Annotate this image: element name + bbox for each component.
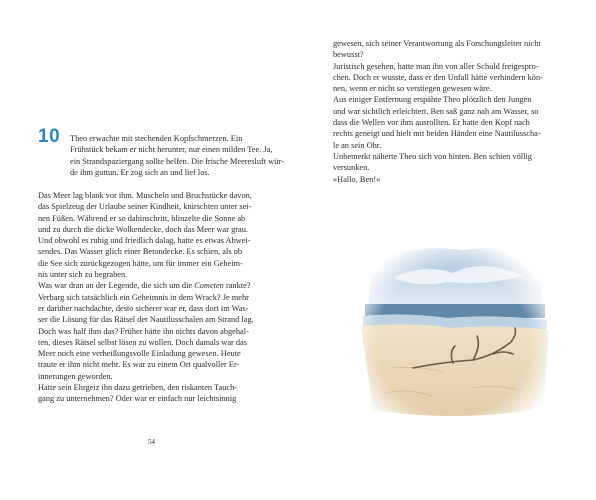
text-line: Hatte sein Ehrgeiz ihn dazu getrieben, den riskanten Tauch- xyxy=(38,383,238,393)
text-line: und war sichtlich erleichtert. Ben saß ganz nah am Wasser, so xyxy=(333,106,539,116)
text-line: Frühstück bekam er nicht herunter, nur einen milden Tee. Ja, xyxy=(70,145,273,155)
text-line: Was war dran an der Legende, die sich um die Cometen rankte? xyxy=(38,281,251,291)
text-line: Verbarg sich tatsächlich ein Geheimnis in dem Wrack? Je mehr xyxy=(38,292,249,302)
text-line: ten, dieses Rätsel selbst lösen zu wollen. Doch damals war das xyxy=(38,337,248,347)
text-line: Aus einiger Entfernung erspähte Theo plötzlich den Jungen xyxy=(333,95,532,105)
text-line: das Spielzeug der Urlaube seiner Kindheit, knirschten unter sei- xyxy=(38,202,252,212)
text-line: versunken. xyxy=(333,163,370,173)
beach-driftwood-illustration xyxy=(353,238,553,428)
text-line: »Hallo, Ben!« xyxy=(333,174,381,184)
text-line: die See sich zurückgezogen hätte, um für immer ein Geheim- xyxy=(38,258,243,268)
text-line: traute er ihm nicht mehr. Es war zu einem Ort qualvoller Er- xyxy=(38,360,240,370)
text-line: sendes. Das Wasser glich einer Betondecke. Es schien, als ob xyxy=(38,247,243,257)
text-line: und zu durch die dicke Wolkendecke, doch das Meer war grau. xyxy=(38,224,249,234)
text-line: nen, wenn er nicht so verstiegen gewesen wäre. xyxy=(333,84,492,94)
text-line: bewusst? xyxy=(333,50,364,60)
text-line: le an sein Ohr. xyxy=(333,140,382,150)
text-line: ein Strandspaziergang sollte helfen. Die frische Meeresluft wür- xyxy=(70,156,284,166)
chapter-intro-text xyxy=(70,133,284,178)
right-body-text xyxy=(333,38,543,185)
text-line: Juristisch gesehen, hatte man ihn von aller Schuld freigespro- xyxy=(333,61,539,71)
text-line: nis unter sich zu begraben. xyxy=(38,270,128,280)
text-line: dass die Wellen vor ihm ausrollten. Er hatte den Kopf nach xyxy=(333,118,530,128)
left-body-text xyxy=(38,190,254,405)
page-number: 54 xyxy=(148,438,155,446)
text-line: Meer noch eine verheißungsvolle Einladung gewesen. Heute xyxy=(38,349,241,359)
text-line: Doch was half ihm das? Früher hätte ihn nichts davon abgehal- xyxy=(38,326,249,336)
text-line: innerungen geworden. xyxy=(38,371,113,381)
chapter-number: 10 xyxy=(38,126,61,147)
text-line: Theo erwachte mit stechenden Kopfschmerzen. Ein xyxy=(70,134,243,143)
text-line: rechts geneigt und hielt mit beiden Händen eine Nautilusscha- xyxy=(333,129,541,139)
text-line: nen Füßen. Während er so dahinschritt, blinzelte die Sonne ab xyxy=(38,213,246,223)
text-line: Und obwohl es ruhig und friedlich dalag, hatte es etwas Abwei- xyxy=(38,236,251,246)
text-line: gewesen, sich seiner Verantwortung als Forschungsleiter nicht xyxy=(333,39,541,48)
text-line: gang zu unternehmen? Oder war er einfach nur leichtsinnig xyxy=(38,394,237,404)
text-line: ser die Lösung für das Rätsel der Nautilusschalen am Strand lag. xyxy=(38,315,254,325)
text-line: Das Meer lag blank vor ihm. Muscheln und Bruchstücke davon, xyxy=(38,191,252,200)
text-line: Unbemerkt näherte Theo sich von hinten. Ben schien völlig xyxy=(333,151,532,161)
text-line: de ihm guttun. Er zog sich an und lief los. xyxy=(70,167,210,177)
text-line: er darüber nachdachte, desto sicherer war er, dass dort im Was- xyxy=(38,303,249,313)
text-line: chen. Doch er wusste, dass er den Unfall hätte verhindern kön- xyxy=(333,72,543,82)
right-page xyxy=(298,0,596,500)
